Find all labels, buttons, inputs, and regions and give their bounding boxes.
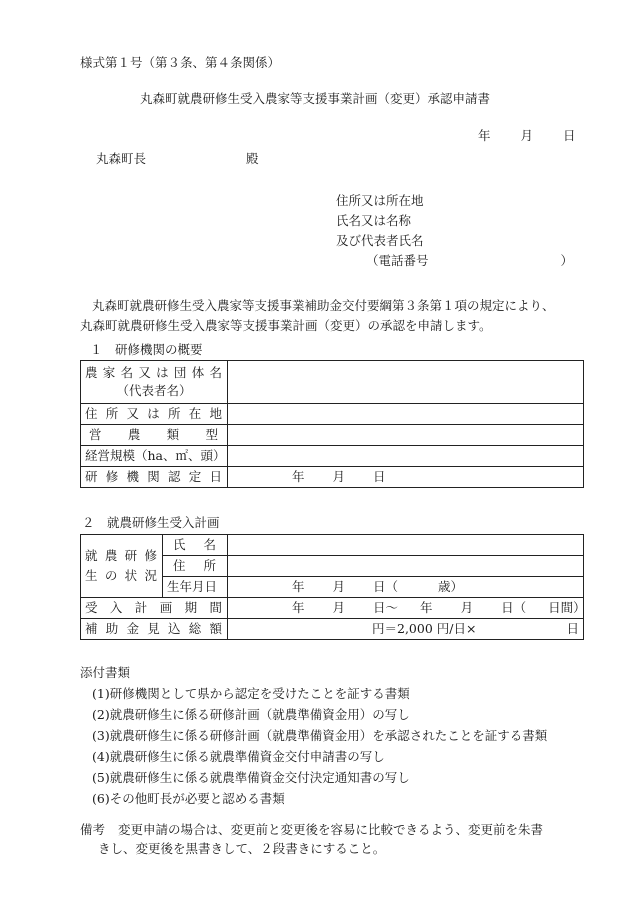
addressee-name: 丸森町長 <box>96 151 147 166</box>
cert-date-input[interactable] <box>228 467 584 488</box>
trainee-status-line-1: 就農研修 <box>85 548 158 563</box>
date-day: 日 <box>563 128 576 143</box>
trainee-name-label-cell <box>163 535 228 556</box>
trainee-plan-table <box>80 534 584 640</box>
birthdate-input[interactable] <box>228 577 584 598</box>
trainee-status-line-2: 生の状況 <box>85 568 158 583</box>
period-y1: 年 <box>292 600 305 615</box>
period-label-cell <box>81 598 228 619</box>
birth-day: 日（ <box>373 579 399 594</box>
table-row <box>81 467 584 488</box>
address-input[interactable] <box>228 404 584 425</box>
phone-open: （電話番号 <box>366 253 429 268</box>
farm-name-label: 農家名又は団体名 <box>85 365 223 380</box>
trainee-address-label: 住所 <box>173 558 217 573</box>
subsidy-input[interactable] <box>228 619 584 640</box>
table-row <box>81 619 584 640</box>
subsidy-unit: 日 <box>566 621 579 636</box>
subsidy-formula: 円＝2,000 円/日× <box>372 621 477 636</box>
scale-label-cell <box>81 446 228 467</box>
period-d1: 日～ <box>373 600 399 615</box>
table-row <box>81 425 584 446</box>
birthdate-label: 生年月日 <box>167 579 218 594</box>
applicant-block <box>336 191 573 271</box>
birth-month: 月 <box>332 579 346 594</box>
remarks-label: 備考 <box>80 822 106 837</box>
farm-name-label-cell <box>81 361 228 404</box>
cert-date-label: 研修機関認定日 <box>85 469 223 484</box>
section1-heading: １ 研修機関の概要 <box>90 342 203 357</box>
birth-year: 年 <box>292 579 305 594</box>
address-label: 住所又は所在地 <box>85 406 223 421</box>
birth-age: 歳） <box>438 579 464 594</box>
period-days: 日間） <box>548 600 586 615</box>
table-row <box>81 446 584 467</box>
table-row <box>81 361 584 404</box>
document-title: 丸森町就農研修生受入農家等支援事業計画（変更）承認申請書 <box>139 91 490 106</box>
scale-input[interactable] <box>228 446 584 467</box>
request-line-1: 丸森町就農研修生受入農家等支援事業補助金交付要綱第３条第１項の規定により、 <box>92 298 555 313</box>
applicant-name: 氏名又は名称 <box>336 213 412 228</box>
trainee-name-label: 氏名 <box>173 537 217 552</box>
cert-date-label-cell <box>81 467 228 488</box>
farm-name-input[interactable] <box>228 361 584 404</box>
period-d2: 日（ <box>501 600 527 615</box>
representative-label: （代表者名） <box>116 383 192 398</box>
list-item: (4)就農研修生に係る就農準備資金交付申請書の写し <box>92 749 385 764</box>
section2-heading: ２ 就農研修生受入計画 <box>82 515 220 530</box>
list-item: (3)就農研修生に係る研修計画（就農準備資金用）を承認されたことを証する書類 <box>92 728 548 743</box>
cert-month: 月 <box>332 469 346 484</box>
farm-type-label-cell <box>81 425 228 446</box>
list-item: (2)就農研修生に係る研修計画（就農準備資金用）の写し <box>92 707 410 722</box>
training-institution-table <box>80 360 584 488</box>
address-label-cell <box>81 404 228 425</box>
table-row <box>81 535 584 556</box>
remarks-line-2: きし、変更後を黒書きして、２段書きにすること。 <box>98 841 386 856</box>
attachments-heading: 添付書類 <box>80 665 131 680</box>
attachments <box>80 662 547 809</box>
period-m2: 月 <box>460 600 474 615</box>
birthdate-label-cell <box>163 577 228 598</box>
table-row <box>81 598 584 619</box>
trainee-name-input[interactable] <box>228 535 584 556</box>
date-month: 月 <box>520 128 534 143</box>
applicant-phone <box>366 251 573 271</box>
list-item: (6)その他町長が必要と認める書類 <box>92 791 285 806</box>
subsidy-label: 補助金見込総額 <box>85 621 223 636</box>
subsidy-label-cell <box>81 619 228 640</box>
request-text <box>80 296 600 336</box>
attachments-list <box>92 683 547 809</box>
list-item: (1)研修機関として県から認定を受けたことを証する書類 <box>92 686 410 701</box>
trainee-address-input[interactable] <box>228 556 584 577</box>
applicant-address: 住所又は所在地 <box>336 193 424 208</box>
period-input[interactable] <box>228 598 584 619</box>
list-item: (5)就農研修生に係る就農準備資金交付決定通知書の写し <box>92 770 410 785</box>
form-number: 様式第１号（第３条、第４条関係） <box>80 55 281 70</box>
remarks-line-1: 変更申請の場合は、変更前と変更後を容易に比較できるよう、変更前を朱書 <box>118 822 544 837</box>
cert-day: 日 <box>373 469 386 484</box>
period-y2: 年 <box>420 600 433 615</box>
remarks <box>80 820 600 858</box>
scale-label: 経営規模（ha、㎡、頭） <box>85 448 226 463</box>
phone-close: ） <box>560 253 574 268</box>
cert-year: 年 <box>292 469 305 484</box>
farm-type-input[interactable] <box>228 425 584 446</box>
period-m1: 月 <box>332 600 346 615</box>
date-year: 年 <box>478 128 491 143</box>
period-label: 受入計画期間 <box>85 600 223 615</box>
trainee-status-label-cell <box>81 535 163 598</box>
applicant-representative: 及び代表者氏名 <box>336 233 424 248</box>
farm-type-label: 営農類型 <box>89 427 219 442</box>
trainee-address-label-cell <box>163 556 228 577</box>
date-line <box>478 127 576 145</box>
table-row <box>81 404 584 425</box>
addressee <box>96 150 259 168</box>
request-line-2: 丸森町就農研修生受入農家等支援事業計画（変更）の承認を申請します。 <box>80 318 492 333</box>
addressee-honorific: 殿 <box>246 151 259 166</box>
